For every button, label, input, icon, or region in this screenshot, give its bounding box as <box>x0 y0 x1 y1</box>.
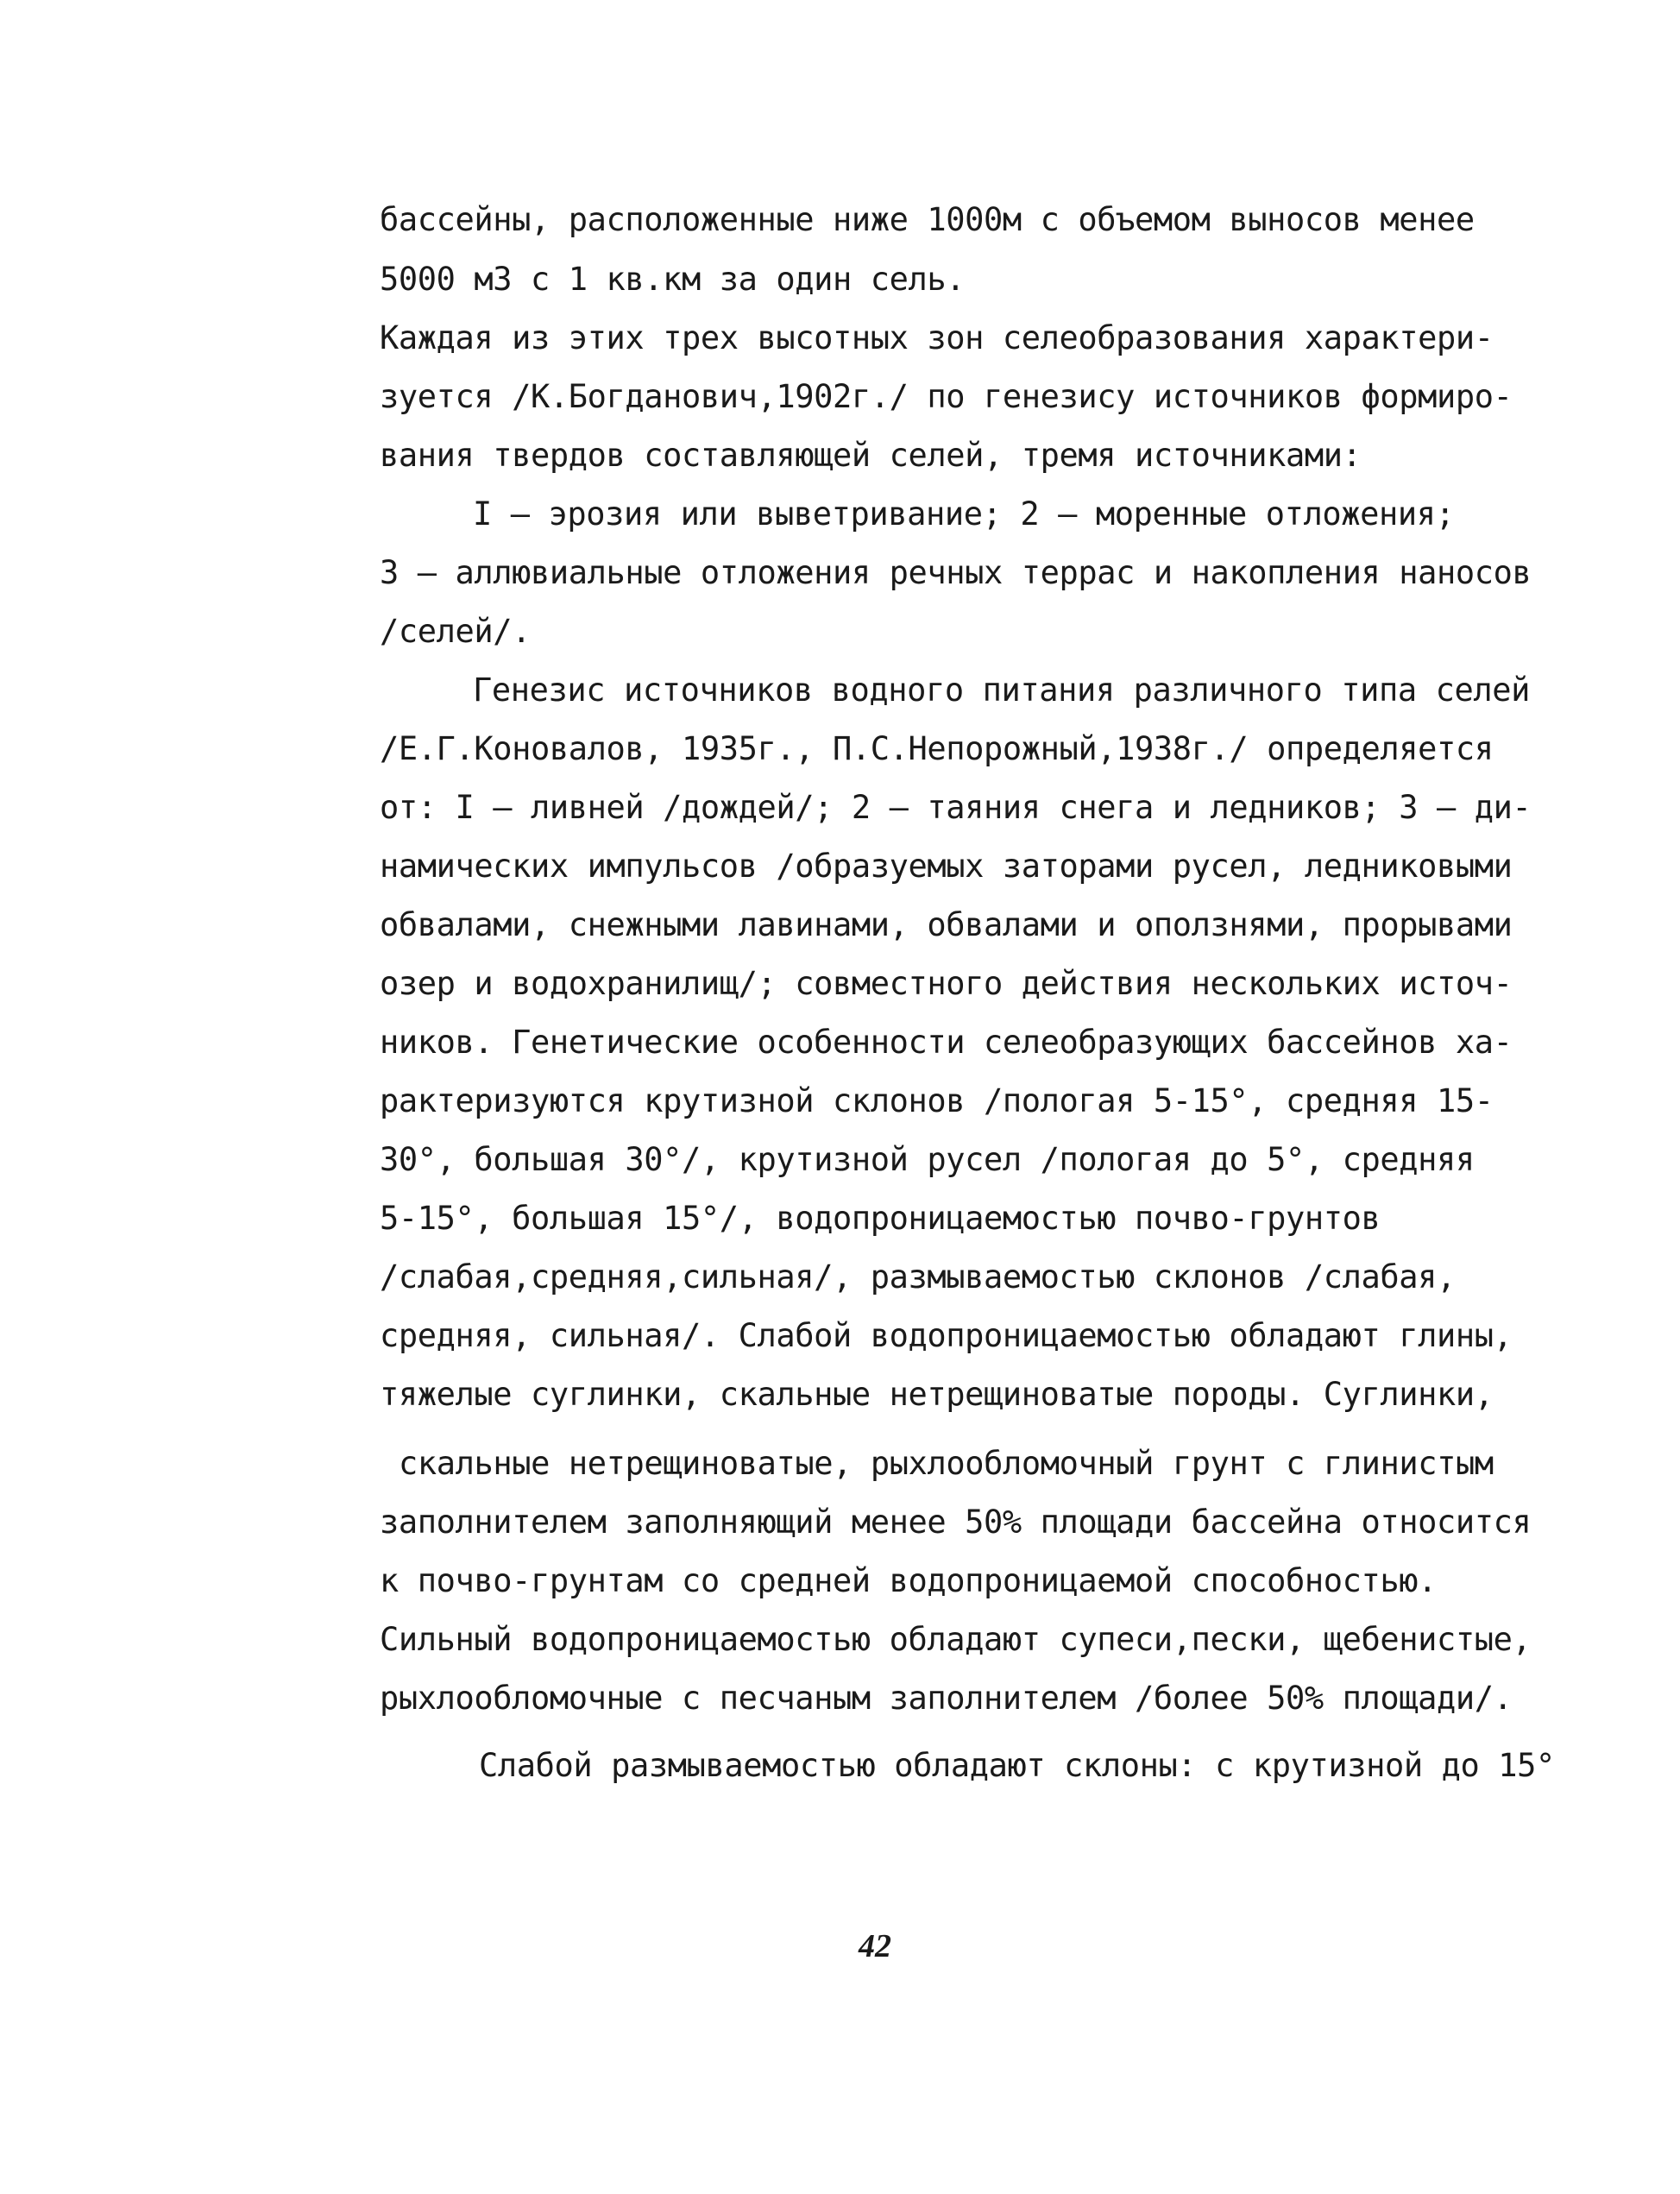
text-line: тяжелые суглинки, скальные нетрещиноватые породы. Суглинки, <box>380 1376 1494 1413</box>
text-line: средняя, сильная/. Слабой водопроницаемостью обладают глины, <box>380 1317 1513 1354</box>
text-line: Генезис источников водного питания различного типа селей <box>473 671 1531 709</box>
text-line: скальные нетрещиноватые, рыхлообломочный грунт с глинистым <box>399 1445 1494 1482</box>
text-line: 5-15°, большая 15°/, водопроницаемостью почво-грунтов <box>380 1200 1381 1237</box>
text-line: 30°, большая 30°/, крутизной русел /пологая до 5°, средняя <box>380 1141 1475 1178</box>
text-line: /слабая,средняя,сильная/, размываемостью склонов /слабая, <box>380 1258 1456 1296</box>
text-line: ников. Генетические особенности селеобразующих бассейнов ха- <box>380 1024 1513 1061</box>
text-line: зуется /К.Богданович,1902г./ по генезису источников формиро- <box>380 378 1513 415</box>
text-line: заполнителем заполняющий менее 50% площади бассейна относится <box>380 1504 1532 1541</box>
text-line: /Е.Г.Коновалов, 1935г., П.С.Непорожный,1938г./ определяется <box>380 730 1494 767</box>
text-line: озер и водохранилищ/; совместного действия нескольких источ- <box>380 965 1513 1002</box>
text-line: Каждая из этих трех высотных зон селеобразования характери- <box>380 319 1494 356</box>
text-line: рактеризуются крутизной склонов /пологая 5-15°, средняя 15- <box>380 1082 1494 1119</box>
text-line: Слабой размываемостью обладают склоны: с крутизной до 15° <box>479 1747 1555 1784</box>
text-line: I – эрозия или выветривание; 2 – моренные отложения; <box>473 495 1455 533</box>
text-line: намических импульсов /образуемых заторами русел, ледниковыми <box>380 848 1513 885</box>
text-line: вания твердов составляющей селей, тремя источниками: <box>380 437 1362 474</box>
text-line: от: I – ливней /дождей/; 2 – таяния снега и ледников; 3 – ди- <box>380 789 1532 826</box>
text-line: рыхлообломочные с песчаным заполнителем /более 50% площади/. <box>380 1680 1513 1717</box>
page-number: 42 <box>859 1928 891 1964</box>
text-line: 3 – аллювиальные отложения речных террас и накопления наносов <box>380 554 1532 591</box>
text-line: к почво-грунтам со средней водопроницаемой способностью. <box>380 1562 1438 1599</box>
text-line: Сильный водопроницаемостью обладают супеси,пески, щебенистые, <box>380 1621 1532 1658</box>
text-line: бассейны, расположенные ниже 1000м с объемом выносов менее <box>380 201 1475 238</box>
text-line: обвалами, снежными лавинами, обвалами и оползнями, прорывами <box>380 906 1513 943</box>
text-line: /селей/. <box>380 613 532 650</box>
text-line: 5000 м3 с 1 кв.км за один сель. <box>380 261 966 298</box>
